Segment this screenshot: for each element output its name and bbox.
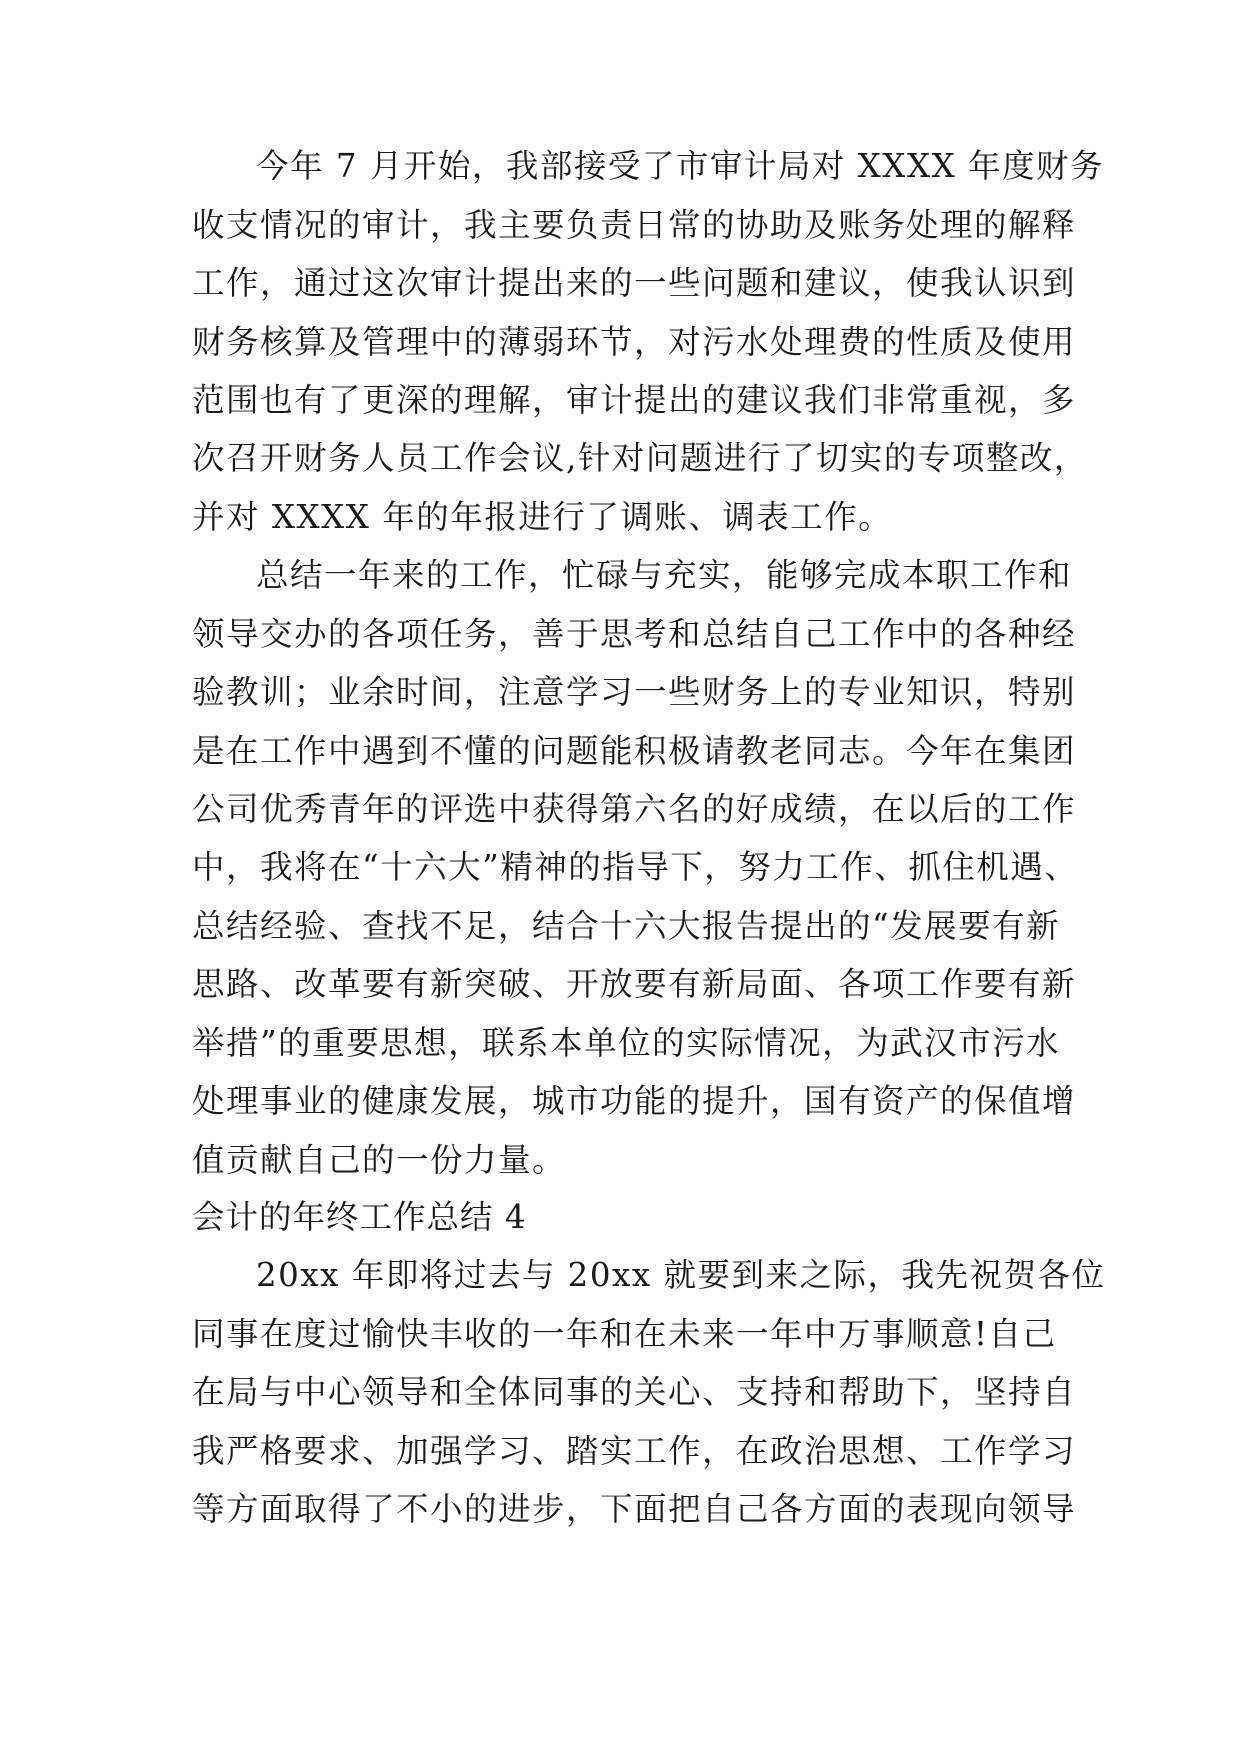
paragraph-2-line-9: 举措”的重要思想，联系本单位的实际情况，为武汉市污水 — [192, 1024, 1061, 1062]
paragraph-2-line-1: 总结一年来的工作，忙碌与充实，能够完成本职工作和 — [256, 556, 1073, 594]
paragraph-2-line-2: 领导交办的各项任务，善于思考和总结自己工作中的各种经 — [192, 615, 1077, 653]
paragraph-1-line-4: 财务核算及管理中的薄弱环节，对污水处理费的性质及使用 — [192, 323, 1077, 361]
paragraph-2-line-7: 总结经验、查找不足，结合十六大报告提出的“发展要有新 — [192, 907, 1061, 945]
paragraph-1-line-3: 工作，通过这次审计提出来的一些问题和建议，使我认识到 — [192, 264, 1077, 302]
paragraph-1-line-5: 范围也有了更深的理解，审计提出的建议我们非常重视，多 — [192, 381, 1077, 419]
paragraph-2-line-3: 验教训；业余时间，注意学习一些财务上的专业知识，特别 — [192, 673, 1077, 711]
paragraph-3-line-1: 20xx 年即将过去与 20xx 就要到来之际，我先祝贺各位 — [256, 1256, 1106, 1294]
paragraph-2-line-8: 思路、改革要有新突破、开放要有新局面、各项工作要有新 — [192, 965, 1077, 1003]
paragraph-2-line-10: 处理事业的健康发展，城市功能的提升，国有资产的保值增 — [192, 1082, 1077, 1120]
paragraph-3-line-5: 等方面取得了不小的进步，下面把自己各方面的表现向领导 — [192, 1490, 1077, 1528]
paragraph-2-line-6: 中，我将在“十六大”精神的指导下，努力工作、抓住机遇、 — [192, 848, 1079, 886]
paragraph-1-line-1: 今年 7 月开始，我部接受了市审计局对 XXXX 年度财务 — [256, 147, 1105, 185]
paragraph-3-line-4: 我严格要求、加强学习、踏实工作，在政治思想、工作学习 — [192, 1432, 1077, 1470]
paragraph-1-line-7: 并对 XXXX 年的年报进行了调账、调表工作。 — [192, 498, 893, 536]
paragraph-2-line-11: 值贡献自己的一份力量。 — [192, 1141, 567, 1179]
paragraph-1-line-2: 收支情况的审计，我主要负责日常的协助及账务处理的解释 — [192, 206, 1077, 244]
paragraph-2-line-5: 公司优秀青年的评选中获得第六名的好成绩，在以后的工作 — [192, 790, 1077, 828]
section-heading: 会计的年终工作总结 4 — [192, 1198, 527, 1236]
paragraph-2-line-4: 是在工作中遇到不懂的问题能积极请教老同志。今年在集团 — [192, 732, 1077, 770]
paragraph-3-line-3: 在局与中心领导和全体同事的关心、支持和帮助下，坚持自 — [192, 1373, 1077, 1411]
paragraph-3-line-2: 同事在度过愉快丰收的一年和在未来一年中万事顺意!自己 — [192, 1315, 1057, 1353]
paragraph-1-line-6: 次召开财务人员工作会议,针对问题进行了切实的专项整改， — [192, 439, 1088, 477]
